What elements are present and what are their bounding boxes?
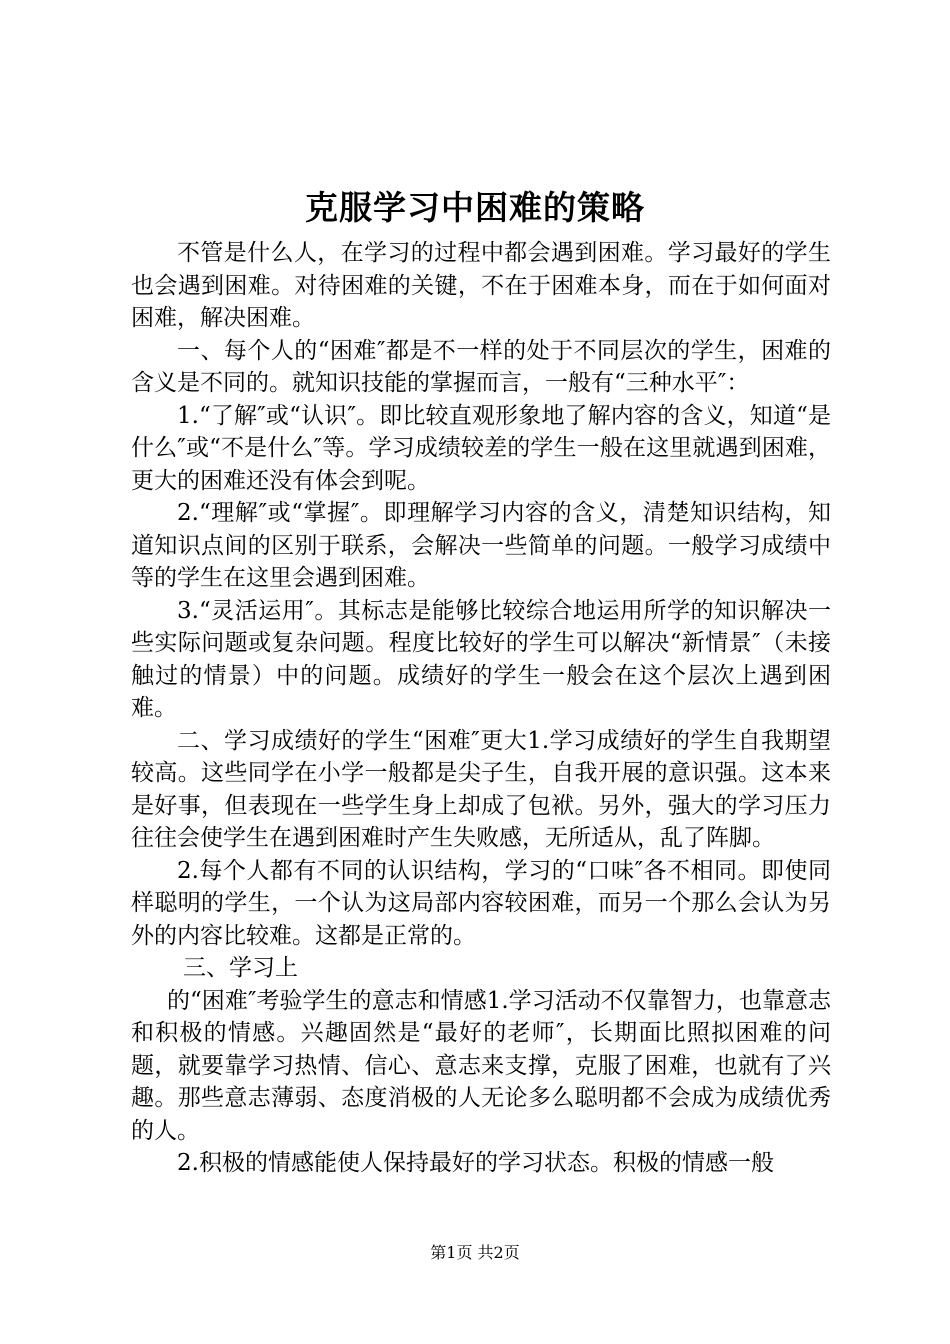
paragraph: 2.每个人都有不同的认识结构，学习的“口味″各不相同。即使同样聪明的学生，一个认为这局部内容较困难，而另一个那么会认为另外的内容比较难。这都是正常的。 xyxy=(131,857,831,949)
paragraph: 不管是什么人，在学习的过程中都会遇到困难。学习最好的学生也会遇到困难。对待困难的关键，不在于困难本身，而在于如何面对困难，解决困难。 xyxy=(131,240,831,331)
paragraph: 一、每个人的“困难″都是不一样的处于不同层次的学生，困难的含义是不同的。就知识技能的掌握而言，一般有“三种水平″： xyxy=(131,337,831,396)
paragraph: 三、学习上 xyxy=(183,955,298,981)
paragraph: 2.“理解″或“掌握″。即理解学习内容的含义，清楚知识结构，知道知识点间的区别于联系，会解决一些简单的问题。一般学习成绩中等的学生在这里会遇到困难。 xyxy=(131,500,831,591)
paragraph: 的“困难″考验学生的意志和情感1.学习活动不仅靠智力，也靠意志和积极的情感。兴趣固然是“最好的老师″，长期面比照拟困难的问题，就要靠学习热情、信心、意志来支撑，克服了困难，也就有了兴趣。那些意志薄弱、态度消极的人无论多么聪明都不会成为成绩优秀的人。 xyxy=(131,987,831,1144)
document-title: 克服学习中困难的策略 xyxy=(305,188,645,227)
paragraph: 2.积极的情感能使人保持最好的学习状态。积极的情感一般 xyxy=(177,1150,774,1176)
page-footer: 第1页 共2页 xyxy=(430,1243,520,1262)
paragraph: 二、学习成绩好的学生“困难″更大1.学习成绩好的学生自我期望较高。这些同学在小学一般都是尖子生，自我开展的意识强。这本来是好事，但表现在一些学生身上却成了包袱。另外，强大的学习压力往往会使学生在遇到困难时产生失败感，无所适从，乱了阵脚。 xyxy=(131,727,831,851)
paragraph: 3.“灵活运用″。其标志是能够比较综合地运用所学的知识解决一些实际问题或复杂问题。程度比较好的学生可以解决“新情景″（未接触过的情景）中的问题。成绩好的学生一般会在这个层次上遇到困难。 xyxy=(131,597,831,721)
paragraph: 1.“了解″或“认识″。即比较直观形象地了解内容的含义，知道“是什么″或“不是什么″等。学习成绩较差的学生一般在这里就遇到困难，更大的困难还没有体会到呢。 xyxy=(131,402,831,494)
document-body xyxy=(131,237,831,1180)
